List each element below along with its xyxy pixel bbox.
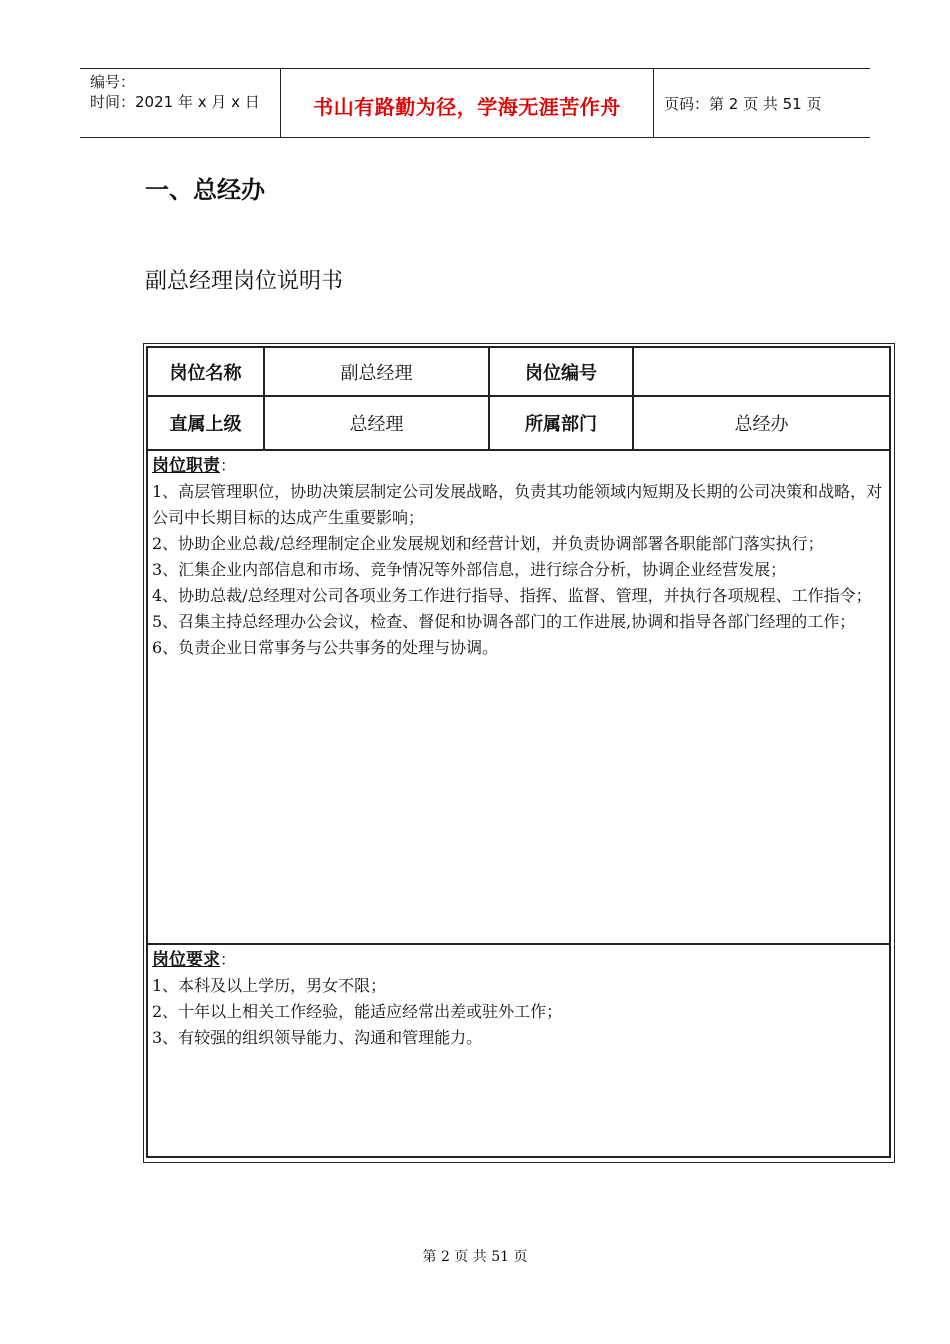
duty-item-2: 2、协助企业总裁/总经理制定企业发展规划和经营计划，并负责协调部署各职能部门落实执行； <box>152 534 824 553</box>
header-motto: 书山有路勤为径，学海无涯苦作舟 <box>313 95 621 119</box>
duty-item-4: 4、协助总裁/总经理对公司各项业务工作进行指导、指挥、监督、管理，并执行各项规程、工作指令； <box>152 586 872 605</box>
requirements-title: 岗位要求 <box>152 950 220 970</box>
department-value: 总经办 <box>734 414 789 435</box>
duties-section <box>152 453 888 661</box>
header-center-cell <box>281 69 654 137</box>
document-time-label: 时间：2021 年 x 月 x 日 <box>90 93 260 111</box>
header-left-cell <box>80 69 281 137</box>
position-name-value: 副总经理 <box>340 362 413 384</box>
duty-item-3: 3、汇集企业内部信息和市场、竞争情况等外部信息，进行综合分析，协调企业经营发展； <box>152 560 787 579</box>
page-header <box>80 68 870 138</box>
duty-item-1: 1、高层管理职位，协助决策层制定公司发展战略，负责其功能领域内短期及长期的公司决策和战略，对公司中长期目标的达成产生重要影响； <box>152 482 883 527</box>
header-page-info: 页码：第 2 页 共 51 页 <box>664 95 822 113</box>
duty-item-6: 6、负责企业日常事务与公共事务的处理与协调。 <box>152 638 499 657</box>
row-divider-2 <box>146 449 891 451</box>
position-name-label: 岗位名称 <box>169 362 242 384</box>
document-title: 副总经理岗位说明书 <box>145 269 344 294</box>
row-divider-3 <box>146 943 891 945</box>
duty-item-5: 5、召集主持总经理办公会议，检查、督促和协调各部门的工作进展,协调和指导各部门经理的工作； <box>152 612 856 631</box>
document-number-label: 编号： <box>90 73 136 91</box>
header-right-cell <box>654 69 870 137</box>
requirement-item-2: 2、十年以上相关工作经验，能适应经常出差或驻外工作； <box>152 1002 563 1021</box>
requirements-colon: ： <box>220 950 237 969</box>
direct-superior-value: 总经理 <box>349 414 404 435</box>
requirement-item-3: 3、有较强的组织领导能力、沟通和管理能力。 <box>152 1028 483 1047</box>
position-code-label: 岗位编号 <box>525 362 597 384</box>
section-title: 一、总经办 <box>145 176 265 204</box>
duties-title: 岗位职责 <box>152 456 220 476</box>
page-footer: 第 2 页 共 51 页 <box>422 1249 528 1265</box>
department-label: 所属部门 <box>525 414 597 435</box>
position-code-value <box>634 348 889 395</box>
duties-colon: ： <box>220 456 237 475</box>
direct-superior-label: 直属上级 <box>169 414 242 435</box>
requirements-section <box>152 947 888 1051</box>
requirement-item-1: 1、本科及以上学历，男女不限； <box>152 976 387 995</box>
